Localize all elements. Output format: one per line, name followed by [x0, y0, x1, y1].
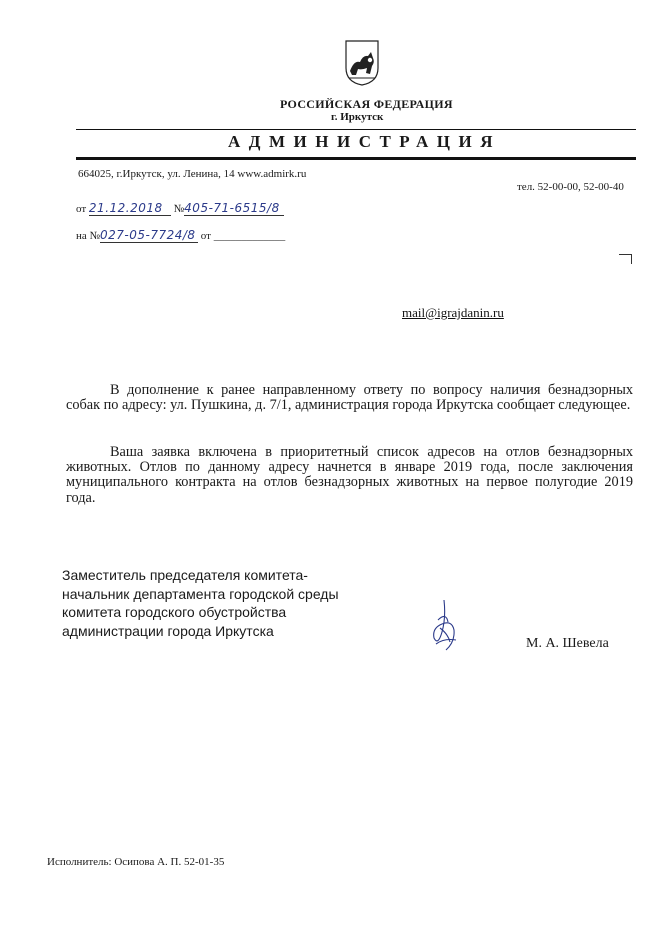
number-label: №: [173, 203, 185, 215]
position-line: администрации города Иркутска: [62, 622, 274, 639]
header-divider-bottom: [76, 157, 636, 160]
organization-phone: тел. 52-00-00, 52-00-40: [517, 181, 624, 193]
position-line: Заместитель председателя комитета-: [62, 567, 308, 583]
outgoing-number: 405-71-6515/8: [184, 201, 284, 216]
executor-info: Исполнитель: Осипова А. П. 52-01-35: [47, 856, 225, 868]
position-line: начальник департамента городской среды: [62, 585, 339, 602]
reply-to-label: на №: [76, 230, 101, 242]
signatory-name: М. А. Шевела: [526, 636, 609, 651]
organization-title: АДМИНИСТРАЦИЯ: [228, 132, 502, 151]
signatory-position: [62, 566, 339, 640]
body-paragraph-2: [66, 445, 633, 506]
reply-to-number: 027-05-7724/8: [100, 228, 198, 243]
handwritten-signature-icon: [428, 598, 462, 656]
city-name: г. Иркутск: [331, 111, 384, 123]
from-label: от: [76, 203, 87, 215]
letter-date: 21.12.2018: [89, 201, 171, 216]
outgoing-registration: [76, 201, 284, 216]
country-name: РОССИЙСКАЯ ФЕДЕРАЦИЯ: [280, 97, 453, 111]
organization-address: 664025, г.Иркутск, ул. Ленина, 14 www.admirk.ru: [78, 168, 307, 180]
reply-from-label: от: [200, 230, 211, 242]
body-paragraph-1: [66, 383, 633, 413]
paragraph-text: В дополнение к ранее направленному ответу по вопросу наличия безнадзорных собак по адресу: ул. Пушкина, д. 7/1, администрация города Иркутска сообщает следующее.: [66, 382, 633, 414]
coat-of-arms-icon: [345, 40, 379, 86]
paragraph-text: Ваша заявка включена в приоритетный список адресов на отлов безнадзорных животных. Отлов по данному адресу начнется в январе 2019 года, после заключения муниципального контракта на отлов безнадзорных животных на первое полугодие 2019 года.: [66, 444, 633, 506]
recipient-email[interactable]: mail@igrajdanin.ru: [402, 305, 504, 320]
address-block-corner-mark: [619, 254, 632, 264]
reply-registration: [76, 228, 285, 243]
header-divider-top: [76, 129, 636, 130]
position-line: комитета городского обустройства: [62, 604, 287, 620]
reply-date-blank: _____________: [213, 230, 286, 242]
